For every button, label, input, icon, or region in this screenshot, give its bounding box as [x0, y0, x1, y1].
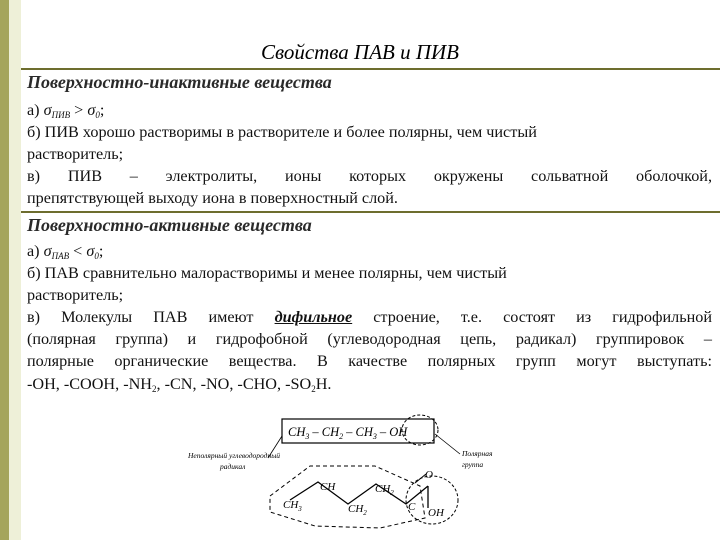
- section-divider-pav: [21, 211, 720, 213]
- zz-o: O: [425, 469, 433, 481]
- zz-ch2-label: $CH_2$: [375, 483, 394, 497]
- piv-a-op: >: [74, 101, 84, 119]
- formula-ch3-a: CH: [288, 425, 306, 439]
- pav-c-before: в) Молекулы ПАВ имеют: [27, 308, 254, 326]
- molecule-diagram: [170, 408, 510, 540]
- label-polar-line2: группа: [462, 460, 484, 469]
- pav-a-sigma1: σ: [43, 242, 52, 260]
- piv-item-c-line1: в) ПИВ – электролиты, ионы которых окружены сольватной оболочкой,: [27, 167, 712, 185]
- piv-a-end: ;: [99, 101, 105, 119]
- pav-a-end: ;: [98, 242, 104, 260]
- formula-ch2: – CH: [312, 425, 340, 439]
- formula-text: [288, 425, 408, 441]
- section-divider-piv: [21, 68, 720, 70]
- groups-part3: H.: [315, 375, 332, 393]
- zz-ch-1: CH: [320, 481, 336, 493]
- heading-piv: Поверхностно-инактивные вещества: [27, 72, 332, 92]
- leader-polar: [435, 434, 460, 454]
- pav-c-emph-difilnoe: дифильное: [274, 308, 353, 326]
- pav-item-c-line1: [27, 306, 712, 329]
- formula-ch3-a-sub: 3: [305, 432, 310, 441]
- pav-item-c-line3: полярные органические вещества. В качестве полярных групп могут выступать:: [27, 352, 712, 370]
- formula-ch2-sub: 2: [339, 432, 344, 441]
- pav-item-c-line2: (полярная группа) и гидрофобной (углеводородная цепь, радикал) группировок –: [27, 330, 712, 348]
- heading-pav: Поверхностно-активные вещества: [27, 215, 312, 235]
- pav-item-b-line2: растворитель;: [27, 286, 124, 304]
- groups-part1: -OH, -COOH, -NH: [27, 375, 152, 393]
- left-accent-bar-light: [9, 0, 21, 540]
- groups-part2: , -CN, -NO, -CHO, -SO: [156, 375, 312, 393]
- pav-a-sigma2: σ: [86, 242, 95, 260]
- pav-a-sub1: ПАВ: [51, 251, 70, 261]
- pav-a-op: <: [73, 242, 83, 260]
- groups-sub1: 2: [152, 384, 157, 394]
- piv-a-prefix: а): [27, 101, 40, 119]
- label-polar-line1: Полярная: [462, 449, 493, 458]
- zz-c: C: [408, 501, 416, 513]
- zz-ch3-label: $CH_3$: [283, 499, 302, 513]
- piv-a-sub1: ПИВ: [51, 110, 71, 120]
- zz-oh: OH: [428, 507, 444, 519]
- formula-ch3-b-sub: 3: [372, 432, 377, 441]
- label-radical-line2: радикал: [220, 462, 246, 471]
- piv-item-c-line2: препятствующей выходу иона в поверхностный слой.: [27, 189, 398, 207]
- pav-polar-groups: [27, 373, 712, 401]
- page-title: Свойства ПАВ и ПИВ: [260, 40, 460, 64]
- pav-item-b-line1: б) ПАВ сравнительно малорастворимы и менее полярны, чем чистый: [27, 264, 507, 282]
- formula-ch3-b: – CH: [346, 425, 373, 439]
- formula-oh: – OH: [379, 425, 408, 439]
- pav-c-after: строение, т.е. состоят из гидрофильной: [373, 308, 713, 326]
- label-radical-line1: Неполярный углеводородный: [188, 451, 281, 460]
- zz-ch2b-label: $CH_2$: [348, 503, 367, 517]
- piv-a-sigma2: σ: [87, 101, 96, 119]
- groups-sub2: 2: [311, 384, 316, 394]
- piv-item-b-line2: растворитель;: [27, 145, 124, 163]
- pav-a-prefix: а): [27, 242, 40, 260]
- left-accent-bar: [0, 0, 9, 540]
- piv-a-sub2: 0: [95, 110, 100, 120]
- pav-a-sub2: 0: [94, 251, 99, 261]
- hydrophobic-envelope: [270, 466, 425, 528]
- piv-a-sigma1: σ: [43, 101, 52, 119]
- piv-item-b-line1: б) ПИВ хорошо растворимы в растворителе и более полярны, чем чистый: [27, 123, 537, 141]
